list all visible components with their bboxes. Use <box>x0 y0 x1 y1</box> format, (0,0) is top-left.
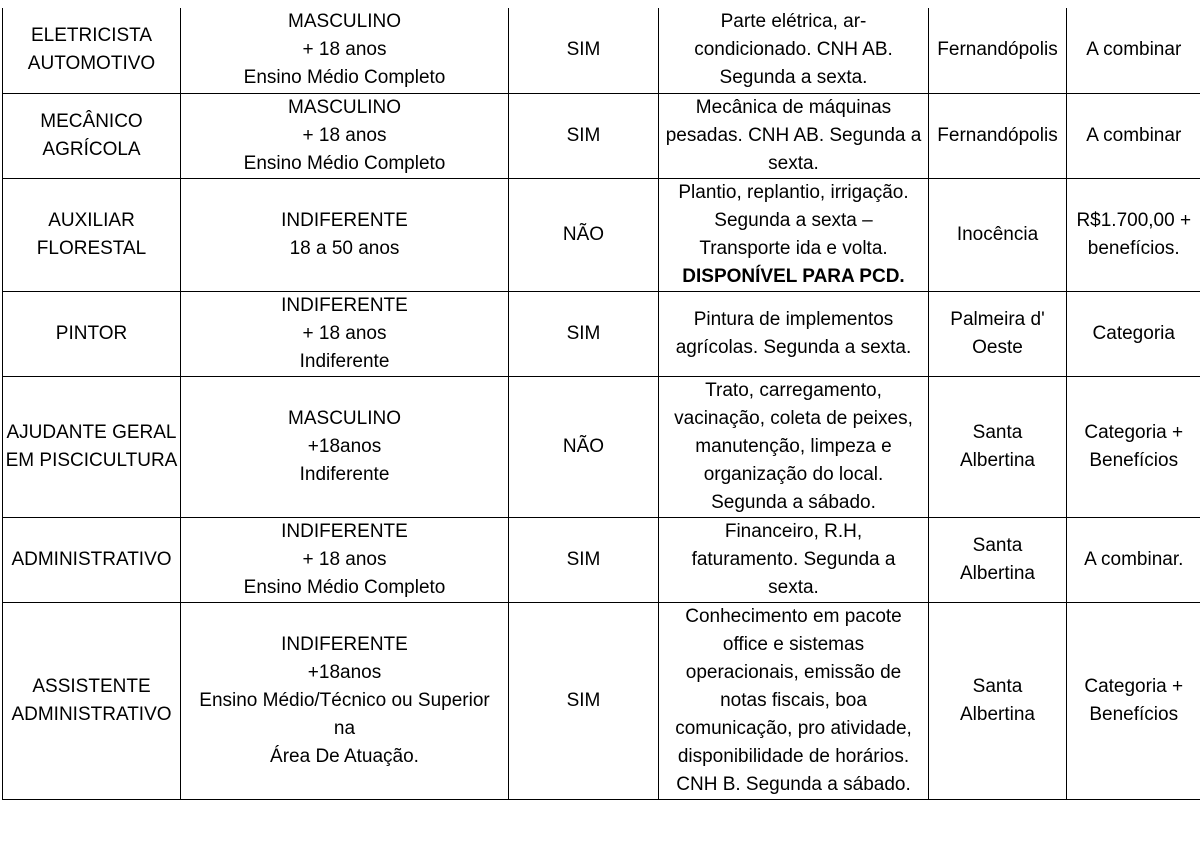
job-listings-table <box>2 8 1200 800</box>
experience-line: SIM <box>566 689 601 711</box>
experience-cell <box>509 93 659 178</box>
description-line: Segunda a sábado. <box>711 491 876 513</box>
job-title-line: ASSISTENTE <box>32 675 151 697</box>
location-line: Santa <box>972 675 1023 697</box>
description-line: disponibilidade de horários. <box>677 745 910 767</box>
salary-line: Categoria + <box>1084 421 1184 443</box>
description-line: sexta. <box>768 576 819 598</box>
requirements-line: INDIFERENTE <box>281 209 408 231</box>
location-line: Santa <box>972 421 1023 443</box>
description-cell <box>659 517 929 602</box>
experience-cell <box>509 291 659 376</box>
table-row <box>3 602 1200 799</box>
description-line: Plantio, replantio, irrigação. <box>678 181 909 203</box>
description-highlight: DISPONÍVEL PARA PCD. <box>682 265 905 287</box>
requirements-line: MASCULINO <box>288 96 401 118</box>
location-line: Santa <box>972 534 1023 556</box>
job-title-line: PINTOR <box>55 322 128 344</box>
requirements-line: + 18 anos <box>302 124 387 146</box>
requirements-line: + 18 anos <box>302 322 387 344</box>
table-row <box>3 178 1200 291</box>
location-cell <box>929 602 1067 799</box>
salary-line: Categoria + <box>1084 675 1184 697</box>
job-title-cell <box>3 602 181 799</box>
experience-line: SIM <box>566 548 601 570</box>
job-listings-body <box>3 8 1200 799</box>
location-line: Inocência <box>956 223 1039 245</box>
requirements-line: + 18 anos <box>302 548 387 570</box>
experience-line: SIM <box>566 39 601 61</box>
description-line: vacinação, coleta de peixes, <box>674 407 913 429</box>
description-line: agrícolas. Segunda a sexta. <box>675 336 912 358</box>
salary-line: R$1.700,00 + <box>1076 209 1192 231</box>
table-row <box>3 93 1200 178</box>
description-line: condicionado. CNH AB. <box>694 39 893 61</box>
table-row <box>3 8 1200 93</box>
requirements-cell <box>181 376 509 517</box>
salary-line: Categoria <box>1092 322 1175 344</box>
experience-cell <box>509 376 659 517</box>
requirements-line: Ensino Médio Completo <box>243 152 446 174</box>
description-line: office e sistemas <box>722 633 865 655</box>
job-title-line: ADMINISTRATIVO <box>11 703 172 725</box>
experience-cell <box>509 8 659 93</box>
salary-line: Benefícios <box>1089 449 1179 471</box>
location-line: Fernandópolis <box>937 39 1058 61</box>
location-cell <box>929 178 1067 291</box>
requirements-cell <box>181 8 509 93</box>
description-line: pesadas. CNH AB. Segunda a <box>665 124 922 146</box>
experience-cell <box>509 517 659 602</box>
job-title-line: AGRÍCOLA <box>42 138 141 160</box>
requirements-line: Ensino Médio/Técnico ou Superior <box>199 689 490 711</box>
location-line: Oeste <box>972 336 1023 358</box>
description-cell <box>659 376 929 517</box>
job-title-cell <box>3 93 181 178</box>
job-title-cell <box>3 376 181 517</box>
description-line: Pintura de implementos <box>693 308 894 330</box>
requirements-cell <box>181 178 509 291</box>
salary-cell <box>1067 376 1200 517</box>
description-cell <box>659 602 929 799</box>
description-line: Financeiro, R.H, <box>724 520 863 542</box>
location-line: Albertina <box>960 703 1035 725</box>
description-line: notas fiscais, boa <box>720 689 867 711</box>
table-row <box>3 376 1200 517</box>
salary-cell <box>1067 8 1200 93</box>
description-cell <box>659 178 929 291</box>
salary-cell <box>1067 93 1200 178</box>
location-cell <box>929 376 1067 517</box>
description-line: operacionais, emissão de <box>685 661 902 683</box>
job-title-line: EM PISCICULTURA <box>5 449 178 471</box>
description-line: Parte elétrica, ar- <box>720 11 867 33</box>
job-title-cell <box>3 517 181 602</box>
description-line: comunicação, pro atividade, <box>675 717 912 739</box>
requirements-line: Ensino Médio Completo <box>243 576 446 598</box>
description-line: Transporte ida e volta. <box>699 237 888 259</box>
requirements-line: MASCULINO <box>288 407 401 429</box>
description-cell <box>659 8 929 93</box>
location-line: Palmeira d' <box>950 308 1045 330</box>
salary-line: A combinar <box>1086 39 1182 61</box>
location-cell <box>929 517 1067 602</box>
salary-cell <box>1067 517 1200 602</box>
table-row <box>3 517 1200 602</box>
requirements-line: INDIFERENTE <box>281 633 408 655</box>
description-cell <box>659 93 929 178</box>
location-cell <box>929 93 1067 178</box>
description-cell <box>659 291 929 376</box>
salary-cell <box>1067 178 1200 291</box>
requirements-line: +18anos <box>307 435 382 457</box>
salary-cell <box>1067 291 1200 376</box>
job-title-line: ADMINISTRATIVO <box>11 548 172 570</box>
table-row <box>3 291 1200 376</box>
requirements-cell <box>181 291 509 376</box>
requirements-line: INDIFERENTE <box>281 520 408 542</box>
experience-line: SIM <box>566 124 601 146</box>
experience-cell <box>509 178 659 291</box>
description-line: Trato, carregamento, <box>705 379 882 401</box>
description-line: Conhecimento em pacote <box>685 605 902 627</box>
job-title-cell <box>3 291 181 376</box>
requirements-cell <box>181 93 509 178</box>
job-title-line: AJUDANTE GERAL <box>6 421 177 443</box>
salary-cell <box>1067 602 1200 799</box>
job-title-cell <box>3 178 181 291</box>
location-line: Albertina <box>960 562 1035 584</box>
requirements-cell <box>181 517 509 602</box>
requirements-line: + 18 anos <box>302 39 387 61</box>
experience-line: SIM <box>566 322 601 344</box>
salary-line: Benefícios <box>1089 703 1179 725</box>
experience-line: NÃO <box>562 435 605 457</box>
location-cell <box>929 291 1067 376</box>
requirements-line: Indiferente <box>299 350 390 372</box>
location-line: Fernandópolis <box>937 124 1058 146</box>
description-line: Segunda a sexta. <box>719 67 868 89</box>
salary-line: A combinar <box>1086 124 1182 146</box>
requirements-line: Área De Atuação. <box>270 745 419 767</box>
location-line: Albertina <box>960 449 1035 471</box>
salary-line: benefícios. <box>1087 237 1180 259</box>
description-line: CNH B. Segunda a sábado. <box>676 773 911 795</box>
requirements-line: INDIFERENTE <box>281 294 408 316</box>
description-line: manutenção, limpeza e <box>695 435 892 457</box>
job-title-line: AUXILIAR <box>48 209 135 231</box>
requirements-line: Indiferente <box>299 463 390 485</box>
requirements-line: na <box>333 717 356 739</box>
location-cell <box>929 8 1067 93</box>
job-title-line: AUTOMOTIVO <box>27 53 156 75</box>
job-title-line: MECÂNICO <box>40 110 143 132</box>
requirements-cell <box>181 602 509 799</box>
salary-line: A combinar. <box>1084 548 1184 570</box>
description-line: Mecânica de máquinas <box>695 96 892 118</box>
job-title-cell <box>3 8 181 93</box>
requirements-line: 18 a 50 anos <box>289 237 400 259</box>
description-line: faturamento. Segunda a <box>691 548 896 570</box>
description-line: Segunda a sexta – <box>714 209 873 231</box>
requirements-line: Ensino Médio Completo <box>243 67 446 89</box>
requirements-line: MASCULINO <box>288 11 401 33</box>
experience-line: NÃO <box>562 223 605 245</box>
description-line: organização do local. <box>703 463 884 485</box>
description-line: sexta. <box>768 152 819 174</box>
requirements-line: +18anos <box>307 661 382 683</box>
experience-cell <box>509 602 659 799</box>
job-title-line: ELETRICISTA <box>30 25 153 47</box>
job-title-line: FLORESTAL <box>36 237 147 259</box>
